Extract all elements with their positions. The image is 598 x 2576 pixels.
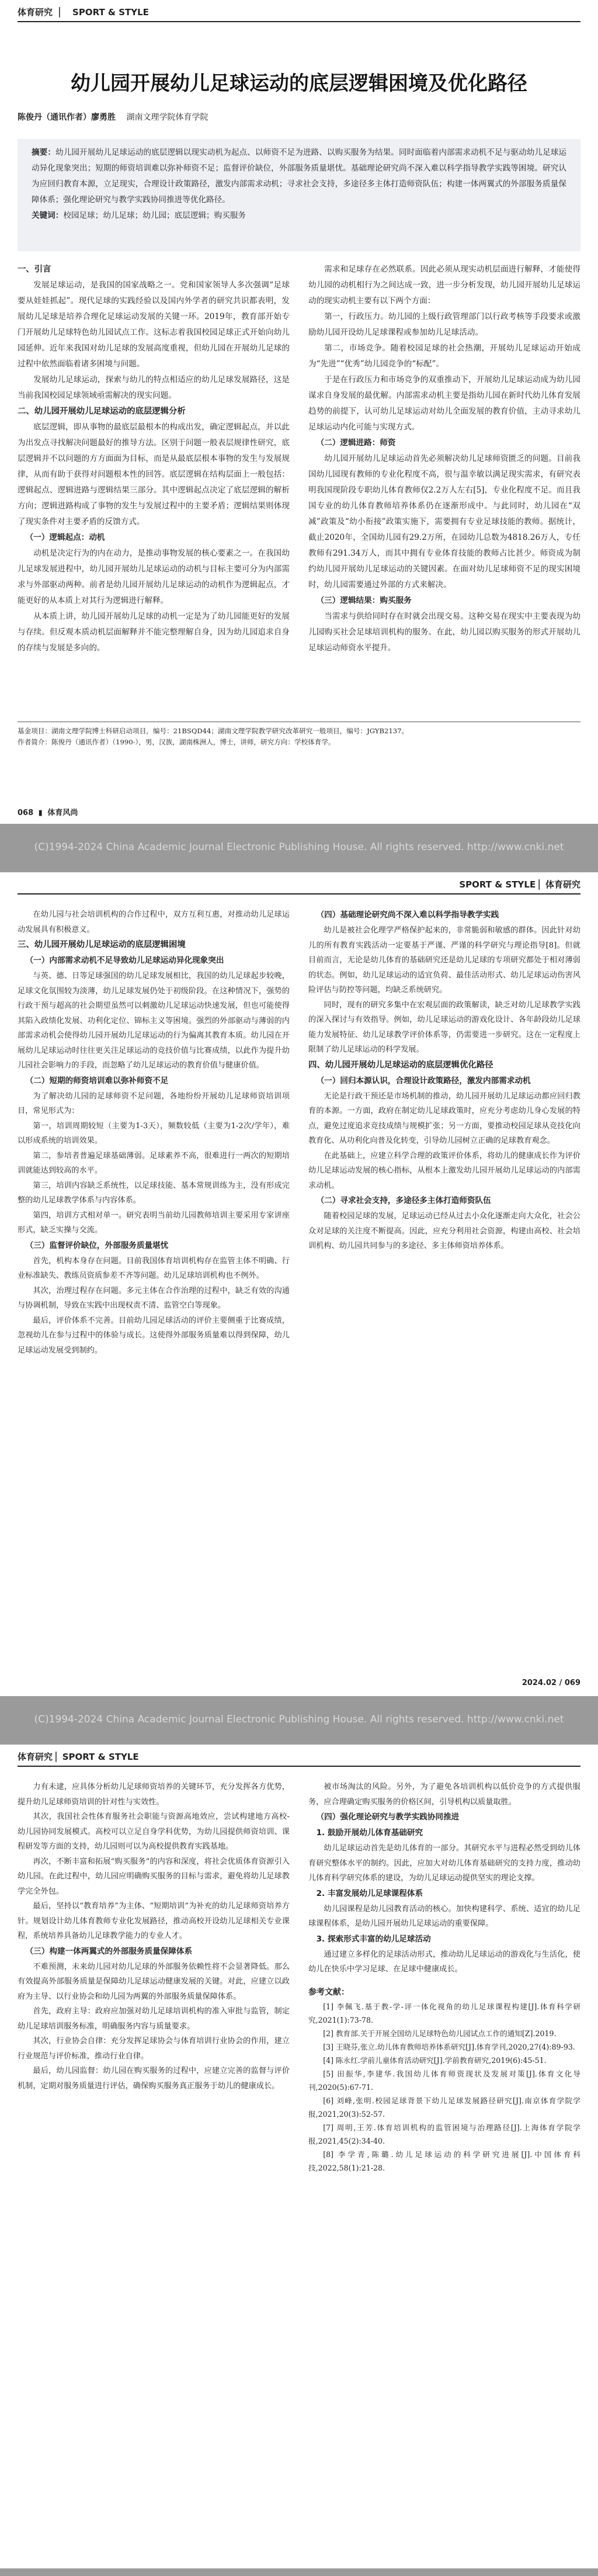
paragraph: 第三，培训内容缺乏系统性，以足球技能、基本常规训练为主，没有形成完整的幼儿足球教学体系与内容体系。 xyxy=(18,1181,290,1205)
paragraph: 通过建立多样化的足球活动形式，推动幼儿足球运动的游戏化与生活化，使幼儿在快乐中学习足球、在足球中健康成长。 xyxy=(308,1950,580,1974)
header-rule xyxy=(18,893,580,895)
footnote-funding xyxy=(18,722,580,748)
paragraph: 再次，不断丰富和拓展“购买服务”的内容和深度，将社会优质体育资源引入幼儿园。在此过程中，幼儿园应明确购买服务的目标与需求，避免将幼儿足球教学完全外包。 xyxy=(18,1857,290,1896)
subsection-heading: （二）短期的师资培训难以弥补师资不足 xyxy=(25,1076,169,1086)
fund-text: 基金项目：湖南文理学院博士科研启动项目，编号：21BSQD44；湖南文理学院教学研究改革研究一般项目，编号：JGYB2137。 xyxy=(18,727,409,735)
header-rule xyxy=(18,1766,580,1767)
reference-item: [1] 李佩飞.基于教-学-评一体化视角的幼儿足球课程构建[J].体育科学研究,2021(1):73-78. xyxy=(308,2002,580,2024)
paragraph: 无论是行政干预还是市场机制的推动，幼儿园开展幼儿足球运动都应回归教育的本源。一方面，政府在制定幼儿足球政策时，应充分考虑幼儿身心发展的特点，避免过度追求竞技成绩与规模扩张；另一方面，要推动校园足球从竞技化向教育化、从功利化向普及化转变，引导幼儿园树立正确的足球教育观念。 xyxy=(308,1091,580,1145)
paragraph: 最后，幼儿园监督：幼儿园在购买服务的过程中，应建立完善的监督与评价机制，定期对服务质量进行评估，确保购买服务真正服务于幼儿的健康成长。 xyxy=(18,2067,290,2090)
subsection-heading: 1. 鼓励开展幼儿体育基础研究 xyxy=(316,1828,423,1837)
page-number: 068 xyxy=(18,809,34,817)
header-divider: ▏ xyxy=(59,7,66,18)
keywords-label: 关键词： xyxy=(32,211,64,220)
paragraph: 为了解决幼儿园的足球师资不足问题，各地纷纷开展幼儿足球师资培训项目，常见形式为： xyxy=(18,1091,290,1115)
subsection-heading: （二）逻辑进路：师资 xyxy=(316,438,396,448)
paragraph: 幼儿园课程是幼儿园教育活动的核心。加快构建科学、系统、适宜的幼儿足球课程体系，是幼儿园开展幼儿足球运动的重要保障。 xyxy=(308,1904,580,1928)
page-number: 2024.02 / 069 xyxy=(521,1679,580,1687)
paragraph: 其次，行业协会自律：充分发挥足球协会与体育培训行业协会的作用，建立行业规范与评价标准，推动行业自律。 xyxy=(18,2037,290,2061)
abstract-label: 摘要： xyxy=(32,148,56,157)
paragraph: 当需求与供给同时存在时就会出现交易。这种交易在现实中主要表现为幼儿园购买社会足球培训机构的服务。在此，幼儿园以购买服务的形式开展幼儿足球运动师资水平提升。 xyxy=(308,612,580,653)
paragraph: 在此基础上，应建立科学合理的政策评价体系，将幼儿的健康成长作为评价幼儿足球运动发展的核心指标，从根本上激发幼儿园开展幼儿足球运动的内部需求动机。 xyxy=(308,1151,580,1190)
section-heading: 四、幼儿园开展幼儿足球运动的底层逻辑优化路径 xyxy=(308,1060,493,1070)
page-1 xyxy=(0,0,598,824)
paragraph: 首先，政府主导：政府应加强对幼儿足球培训机构的准入审批与监管，制定幼儿足球培训服务标准，明确服务内容与质量要求。 xyxy=(18,2007,290,2031)
section-heading: 三、幼儿园开展幼儿足球运动的底层逻辑困境 xyxy=(18,940,186,949)
paragraph: 底层逻辑，即从事物的最底层最根本的构成出发，确定逻辑起点，并以此为出发点寻找解决问题最好的推导方法。区别于问题一般表层规律性研究，底层逻辑并不以问题的方方面面为目标，而是从最底层根本事物的发生与发展规律，从而有助于获得对问题根本性的回答。底层逻辑在结构层面上一般包括：逻辑起点、逻辑进路与逻辑结果三部分。其中逻辑起点决定了底层逻辑的解析方向；逻辑进路构成了事物的发生与发展过程中的主要矛盾；逻辑结果则体现了现实条件对主要矛盾的反馈方式。 xyxy=(18,422,290,526)
keywords-text: 校园足球；幼儿足球；幼儿园；底层逻辑；购买服务 xyxy=(63,211,246,220)
subsection-heading: （三）构建一体两翼式的外部服务质量保障体系 xyxy=(25,1946,193,1956)
running-header: 体育研究 ▏SPORT & STYLE xyxy=(18,1752,139,1762)
page2-left-column xyxy=(18,907,290,1358)
paragraph: 发展幼儿足球运动，探索与幼儿的特点相适应的幼儿足球发展路径，这是当前我国校园足球领域亟需解决的现实问题。 xyxy=(18,375,290,400)
reference-item: [3] 王晓芬,张立.幼儿体育教师培养体系研究[J].体育学刊,2020,27(4):89-93. xyxy=(323,2043,575,2051)
paragraph: 力有未逮，应具体分析幼儿足球师资培养的关键环节，充分发挥各方优势，提升幼儿足球师资培训的针对性与实效性。 xyxy=(18,1783,290,1807)
paragraph: 其次，我国社会性体育服务社会职能与资源高地效应，尝试构建地方高校-幼儿园协同发展模式。高校可以立足自身学科优势，为幼儿园提供师资培训、课程研发等方面的支持，幼儿园则可以为高校提供教育实践基地。 xyxy=(18,1812,290,1851)
paragraph: 于是在行政压力和市场竞争的双重推动下，开展幼儿足球运动成为幼儿园谋求自身发展的最优解。内部需求动机主要是指幼儿园在新时代幼儿体育发展趋势的前提下，认可幼儿足球运动对幼儿全面发展的教育价值，主动寻求幼儿足球运动内化可能与实现方式。 xyxy=(308,375,580,432)
reference-item: [5] 田振华,李建华.我国幼儿体育师资现状及发展对策[J].体育文化导刊,2020(5):67-71. xyxy=(308,2069,580,2092)
page3-left-column xyxy=(18,1780,290,2093)
reference-item: [6] 刘峰,张明.校园足球背景下幼儿足球发展路径研究[J].南京体育学院学报,2021,20(3):52-57. xyxy=(308,2096,580,2119)
footer-mark: ▮ xyxy=(38,809,43,817)
subsection-heading: （三）逻辑结果：购买服务 xyxy=(316,596,412,605)
paragraph: 被市场淘汰的风险。另外，为了避免各培训机构以低价竞争的方式提供服务，应合理确定购买服务的价格区间，引导机构以质量取胜。 xyxy=(308,1783,580,1807)
subsection-heading: （二）寻求社会支持，多途径多主体打造师资队伍 xyxy=(316,1196,491,1205)
page1-left-column xyxy=(18,262,290,656)
paragraph: 第一，行政压力。幼儿园的上级行政管理部门以行政考核等手段要求或激励幼儿园开设幼儿足球课程或参加幼儿足球活动。 xyxy=(308,312,580,337)
subsection-heading: （四）强化理论研究与教学实践协同推进 xyxy=(316,1812,460,1822)
author-bio: 作者简介：陈俊丹（通讯作者）（1990-），男，汉族，湖南株洲人，博士，讲师，研究方向：学校体育学。 xyxy=(18,738,335,746)
reference-item: [2] 教育部.关于开展全国幼儿足球特色幼儿园试点工作的通知[Z].2019. xyxy=(323,2029,557,2038)
affiliation: 湖南文理学院体育学院 xyxy=(126,113,208,122)
paragraph: 最后，坚持以“教育培养”为主体、“短期培训”为补充的幼儿足球师资培养方针。规划设计幼儿体育教师专业化发展路径，推动高校开设幼儿足球相关专业课程，系统培养具备幼儿足球教学能力的专业人才。 xyxy=(18,1902,290,1940)
paper-title: 幼儿园开展幼儿足球运动的底层逻辑困境及优化路径 xyxy=(71,72,527,95)
subsection-heading: （三）监督评价缺位，外部服务质量堪忧 xyxy=(25,1240,169,1250)
page1-right-column xyxy=(308,262,580,656)
section-heading: 二、幼儿园开展幼儿足球运动的底层逻辑分析 xyxy=(18,407,186,416)
subsection-heading: 2. 丰富发展幼儿足球课程体系 xyxy=(316,1888,423,1898)
subsection-heading: （四）基础理论研究尚不深入难以科学指导教学实践 xyxy=(316,910,499,920)
paragraph: 同时，现有的研究多集中在宏观层面的政策解读，缺乏对幼儿足球教学实践的深入探讨与有效指导。例如，幼儿足球运动的游戏化设计、各年龄段幼儿足球能力发展特征、幼儿足球教学评价体系等，仍需要进一步研究。这在一定程度上限制了幼儿足球运动的科学发展。 xyxy=(308,1000,580,1054)
paragraph: 发展足球运动，是我国的国家战略之一。党和国家领导人多次强调“足球要从娃娃抓起”。现代足球的实践经验以及国内外学者的研究共识都表明，发展幼儿足球是培养合理化足球运动发展的关键一环。2019年，教育部开始专门开展幼儿足球特色幼儿园试点工作。这标志着我国校园足球正式开始向幼儿园延伸。近年来我国对幼儿足球的发展高度重视，但幼儿园在开展幼儿足球的过程中依然面临着诸多困境与问题。 xyxy=(18,280,290,369)
paragraph: 随着校园足球的发展，足球运动已经从过去小众化逐渐走向大众化，社会公众对足球的关注度不断提高。因此，应充分利用社会资源，构建由高校、社会培训机构、幼儿园共同参与的多途径、多主体师资培养体系。 xyxy=(308,1212,580,1250)
running-header xyxy=(18,6,149,18)
reference-item: [8] 李学青,陈璐.幼儿足球运动的科学研究进展[J].中国体育科技,2022,58(1):21-28. xyxy=(308,2150,580,2172)
paragraph: 幼儿是被社会化理学严格保护起来的，非常脆弱和敏感的群体。因此针对幼儿的所有教育实践活动一定要基于严谨、严谨的科学研究与理论指导[8]。但就目前而言，无论是幼儿体育的基础研究还是幼儿足球的专项研究都处于相对薄弱的状态。例如，幼儿足球运动的适宜负荷、最佳活动形式、幼儿足球运动伤害风险评估与防控等问题，均缺乏系统研究。 xyxy=(308,926,580,994)
paragraph: 幼儿足球运动首先是幼儿体育的一部分。其研究水平与进程必然受到幼儿体育研究整体水平的制约。因此，应加大对幼儿体育基础研究的支持力度，推动幼儿体育科学研究体系的建设，为幼儿足球运动提供坚实的理论支撑。 xyxy=(308,1844,580,1882)
abstract-box xyxy=(18,139,580,251)
paragraph: 首先，机构本身存在问题。目前我国体育培训机构存在监管主体不明确、行业标准缺失、教练员资质参差不齐等问题。幼儿足球培训机构也不例外。 xyxy=(18,1256,290,1280)
watermark-gap-2: (C)1994-2024 China Academic Journal Electronic Publishing House. All rights reserved. http://www.cnki.net xyxy=(34,1714,564,1725)
paragraph: 不难预测，未来幼儿园对幼儿足球的外部服务依赖性将不会显著降低。那么有效提高外部服务质量是保障幼儿足球运动健康发展的关键。对此，应建立以政府为主导、以行业协会和幼儿园为两翼的外部服务质量保障体系。 xyxy=(18,1962,290,2001)
section-label: SPORT & STYLE xyxy=(72,7,149,18)
paragraph: 第二，参培者普遍足球基础薄弱。足球素养不高，很难进行一两次的短期培训就能达到较高的水平。 xyxy=(18,1151,290,1175)
paragraph: 在幼儿园与社会培训机构的合作过程中，双方互利互惠，对推动幼儿足球运动发展具有积极意义。 xyxy=(18,910,290,934)
subsection-heading: （一）内部需求动机不足导致幼儿足球运动异化现象突出 xyxy=(25,956,224,965)
references-title: 参考文献： xyxy=(308,1987,349,1997)
watermark-gap-1: (C)1994-2024 China Academic Journal Electronic Publishing House. All rights reserved. http://www.cnki.net xyxy=(34,841,564,853)
paragraph: 第一，培训周期较短（主要为1-3天），频数较低（主要为1-2次/学年），难以形成系统的培训效果。 xyxy=(18,1121,290,1145)
paragraph: 最后，评价体系不完善。目前幼儿园足球活动的评价主要侧重于比赛成绩，忽视幼儿在参与过程中的体验与成长。这使得外部服务质量难以得到保障，幼儿足球运动发展受到制约。 xyxy=(18,1316,290,1355)
subsection-heading: （一）回归本源认识，合理设计政策路径，激发内部需求动机 xyxy=(316,1076,531,1086)
paragraph: 其次，治理过程存在问题。多元主体在合作治理的过程中，缺乏有效的沟通与协调机制，导致在实践中出现权责不清、监管空白等现象。 xyxy=(18,1286,290,1310)
subsection-heading: 3. 探索形式丰富的幼儿足球活动 xyxy=(316,1934,431,1944)
abstract-text: 幼儿园开展幼儿足球运动的底层逻辑以现实动机为起点、以师资不足为进路、以购买服务为结果。同时面临着内部需求动机不足与驱动幼儿足球运动异化现象突出；短期的师资培训难以弥补师资不足；监督评价缺位，外部服务质量堪忧。基础理论研究尚不深入难以科学指导教学实践等困境。研究认为应回归教育本源，立足现实，合理设计政策路径，激发内部需求动机；寻求社会支持，多途径多主体打造师资队伍；构建一体两翼式的外部服务质量保障体系；强化理论研究与教学实践协同推进等优化路径。 xyxy=(32,148,567,204)
paragraph: 动机是决定行为的内在动力，是推动事物发展的核心要素之一。在我国幼儿足球发展进程中，幼儿园开展幼儿足球运动的动机与目标主要可分为内部需求与外部驱动两种。前者是幼儿园开展幼儿足球运动的动机作为逻辑起点，才能更好的从本质上对其行为逻辑进行解释。 xyxy=(18,549,290,605)
author-line xyxy=(18,111,208,123)
paragraph: 幼儿园开展幼儿足球运动首先必须解决幼儿足球师资匮乏的问题。目前我国幼儿园现有教师的专业化程度不高，很与温幸敏以满足现实需求，有研究表明我国现阶段专职幼儿体育教师仅2.2万人左右[5]，专业化程度不足。而且我国专业的幼儿体育教师培养体系仍在逐渐形成中。与此同时，幼儿园在“双减”政策及“幼小衔接”政策实施下，需要拥有专业足球技能的教师。据统计，截止2020年，全国幼儿园有29.2万所，在园幼儿总数为4818.26万人，专任教师有291.34万人，而其中拥有专业体育技能的教师占比甚少。师资成为制约幼儿园开展幼儿足球运动的关键因素。在面对幼儿足球师资不足的现实困境时，幼儿园需要通过外部的方式来解决。 xyxy=(308,454,580,590)
journal-label: 体育研究 xyxy=(18,7,53,18)
paragraph: 第四，培训方式相对单一。研究表明当前幼儿园教师培训主要采用专家讲座形式，缺乏实操与交流。 xyxy=(18,1211,290,1235)
reference-item: [4] 陈永红.学前儿童体育活动研究[J].学前教育研究,2019(6):45-51. xyxy=(323,2056,547,2065)
page1-footer xyxy=(18,806,78,817)
paragraph: 第二，市场竞争。随着校园足球的社会热潮，开展幼儿足球运动开始成为“先进”“优秀”幼儿园竞争的“标配”。 xyxy=(308,344,580,369)
page2-right-column xyxy=(308,907,580,1254)
paragraph: 与英、德、日等足球强国的幼儿足球发展相比，我国的幼儿足球起步较晚，足球文化氛围较为淡薄，幼儿足球发展仍处于初级阶段。在这种情况下，强势的行政干预与超高的社会期望虽然可以刺激幼儿足球运动快速发展，但也可能使得其陷入政绩化发展、功利化定位、锦标主义等困境。强烈的外部驱动与薄弱的内部需求动机会使得幼儿园开展幼儿足球运动的行为偏离其教育本质。幼儿园在开展幼儿足球运动时往往更关注足球运动的竞技价值与比赛成绩，以此作为提升幼儿园社会影响力的手段，而忽略了幼儿足球运动的教育价值与健康价值。 xyxy=(18,972,290,1070)
header-rule xyxy=(18,21,580,22)
page3-right-column xyxy=(308,1780,580,2175)
page-3 xyxy=(0,1745,598,2568)
running-header: SPORT & STYLE ▏体育研究 xyxy=(459,879,580,890)
paragraph: 从本质上讲，幼儿园开展幼儿足球的动机一定是为了幼儿园能更好的发展与存续。但反观本质动机层面解释并不能完整理解自身，因为幼儿园追求自身的存续与发展是多向的。 xyxy=(18,612,290,653)
page-2 xyxy=(0,872,598,1696)
authors: 陈俊丹（通讯作者）廖勇胜 xyxy=(18,113,116,122)
journal-name: 体育风尚 xyxy=(47,809,78,817)
reference-item: [7] 周明,王芳.体育培训机构的监管困境与治理路径[J].上海体育学院学报,2021,45(2):34-40. xyxy=(308,2123,580,2145)
section-heading: 一、引言 xyxy=(18,265,51,274)
paragraph: 需求和足球存在必然联系。因此必须从现实动机层面进行解释，才能使得幼儿园的动机相行为之间达成一致，进一步分析发现，幼儿园开展幼儿足球运动的现实动机主要有以下两个方面： xyxy=(308,265,580,306)
subsection-heading: （一）逻辑起点：动机 xyxy=(25,533,105,542)
